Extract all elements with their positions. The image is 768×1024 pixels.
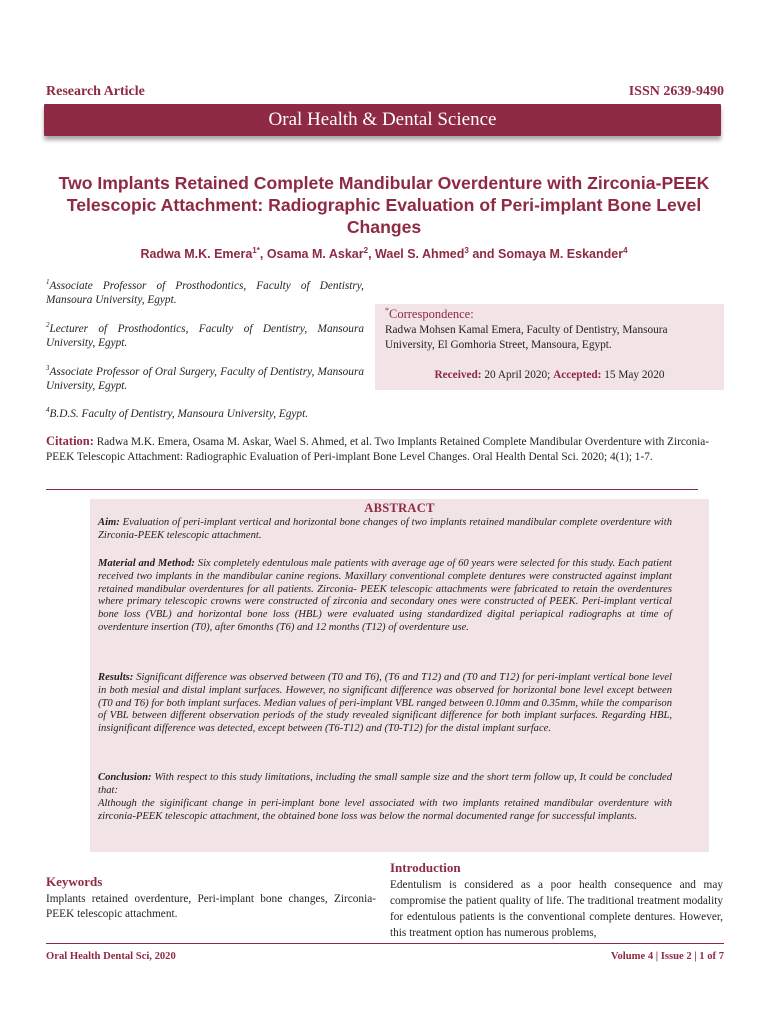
footer-journal: Oral Health Dental Sci, 2020 — [46, 951, 176, 962]
article-type: Research Article — [46, 84, 145, 99]
correspondence-text: Radwa Mohsen Kamal Emera, Faculty of Dentistry, Mansoura University, El Gomhoria Street, Mansoura, Egypt. — [385, 324, 668, 351]
citation — [46, 434, 724, 465]
abstract-conclusion — [98, 772, 672, 798]
paper-title: Two Implants Retained Complete Mandibular Overdenture with Zirconia-PEEK Telescopic Attachment: Radiographic Evaluation of Peri-implant Bone Level Changes — [58, 173, 710, 237]
affiliation-sup: 2 — [46, 321, 50, 329]
abstract-heading: ABSTRACT — [364, 501, 435, 515]
affiliation-text: B.D.S. Faculty of Dentistry, Mansoura University, Egypt. — [49, 407, 309, 420]
affiliation-1 — [46, 275, 364, 307]
aim-label: Aim: — [98, 517, 120, 528]
abstract-aim — [98, 517, 672, 543]
author-list — [44, 246, 724, 261]
correspondence-heading — [385, 306, 474, 322]
author-separator: and — [468, 247, 499, 262]
affiliation-4 — [46, 403, 364, 421]
affiliation-text: Associate Professor of Oral Surgery, Faculty of Dentistry, Mansoura University, Egypt. — [46, 365, 364, 392]
correspondence-label: Correspondence: — [389, 307, 474, 322]
author-name: Radwa M.K. Emera — [140, 247, 253, 262]
accepted-date: 15 May 2020 — [604, 369, 665, 381]
affiliation-text: Associate Professor of Prosthodontics, Faculty of Dentistry, Mansoura University, Egypt. — [46, 279, 364, 306]
dates-line — [375, 369, 724, 381]
abstract-methods — [98, 558, 672, 635]
abstract-conclusion-2: Although the siginificant change in peri-implant bone level associated with two implants retained mandibular overdenture with zirconia-PEEK telescopic attachment, the obtained bone loss was below the normal documented range for successful implants. — [98, 798, 672, 822]
journal-banner: Oral Health & Dental Science — [44, 104, 721, 136]
affiliation-sup: 4 — [46, 406, 50, 414]
author-sup: 2 — [363, 246, 369, 255]
footer-divider — [46, 943, 724, 944]
issn: ISSN 2639-9490 — [628, 84, 724, 99]
affiliation-2 — [46, 318, 364, 350]
author-sup: 1* — [252, 246, 260, 255]
correspondence-marker: * — [385, 306, 389, 315]
keywords-text: Implants retained overdenture, Peri-implant bone changes, Zirconia-PEEK telescopic attachment. — [46, 893, 376, 920]
affiliation-sup: 1 — [46, 278, 50, 286]
received-date: 20 April 2020; — [484, 369, 551, 381]
affiliation-text: Lecturer of Prosthodontics, Faculty of Dentistry, Mansoura University, Egypt. — [46, 322, 364, 349]
conclusion-text: With respect to this study limitations, including the small sample size and the short term follow up, It could be concluded that: — [98, 772, 673, 796]
author-name: Somaya M. Eskander — [498, 247, 624, 262]
methods-label: Material and Method: — [98, 558, 195, 569]
introduction-text: Edentulism is considered as a poor health consequence and may compromise the patient quality of life. The traditional treatment modality for edentulous patients is the conventional complete dentures. However, this treatment option has numerous problems, — [390, 879, 723, 939]
author-sup: 3 — [464, 246, 469, 255]
footer-page-info: Volume 4 | Issue 2 | 1 of 7 — [610, 951, 724, 962]
abstract-results — [98, 672, 672, 736]
results-text: Significant difference was observed between (T0 and T6), (T6 and T12) and (T0 and T12) for peri-implant vertical bone level in both mesial and distal implant surfaces. However, no significant difference was observed for horizontal bone level except between (T0 and T6) for both implant surfaces. Median values of peri-implant VBL ranged between 0.10mm and 0.35mm, while the comparison of VBL between different observation periods of the study revealed significant difference for both implant surfaces. Regarding HBL, insignificant difference was detected, except between (T6-T12) and (T0-T12) for the distal implant surface. — [98, 672, 672, 735]
citation-label: Citation: — [46, 434, 94, 448]
results-label: Results: — [98, 672, 134, 683]
divider — [46, 489, 698, 490]
introduction-heading: Introduction — [390, 860, 461, 875]
author-sup: 4 — [623, 246, 628, 255]
citation-text: Radwa M.K. Emera, Osama M. Askar, Wael S. Ahmed, et al. Two Implants Retained Complete Mandibular Overdenture with Zirconia-PEEK Telescopic Attachment: Radiographic Evaluation of Peri-implant Bone Level Changes. Oral Health Dental Sci. 2020; 4(1); 1-7. — [46, 436, 710, 463]
accepted-label: Accepted: — [553, 369, 602, 381]
keywords-heading: Keywords — [46, 874, 103, 889]
methods-text: Six completely edentulous male patients with average age of 60 years were selected for this study. Each patient received two implants in the mandibular canine regions. Maxillary conventional complete dentures were constructed against implant retained mandibular overdentures for all patients. Zirconia- PEEK telescopic attachments were fabricated to retain the overdentures where primary telescopic crowns were constructed of zirconia and secondary ones were constructed of PEEK. Peri-implant vertical bone loss (VBL) and horizontal bone loss (HBL) were evaluated using standardized digital periapical radiographs at time of overdenture insertion (T0), after 6months (T6) and 12 months (T12) of overdenture use. — [98, 558, 672, 633]
author-name: Wael S. Ahmed — [375, 247, 465, 262]
aim-text: Evaluation of peri-implant vertical and horizontal bone changes of two implants retained mandibular complete overdenture with Zirconia-PEEK telescopic attachment. — [98, 517, 672, 541]
author-separator: , — [259, 247, 267, 262]
conclusion-label: Conclusion: — [98, 772, 152, 783]
received-label: Received: — [434, 369, 482, 381]
author-name: Osama M. Askar — [266, 247, 364, 262]
affiliation-3 — [46, 361, 364, 393]
affiliation-sup: 3 — [46, 364, 50, 372]
author-separator: , — [368, 247, 376, 262]
